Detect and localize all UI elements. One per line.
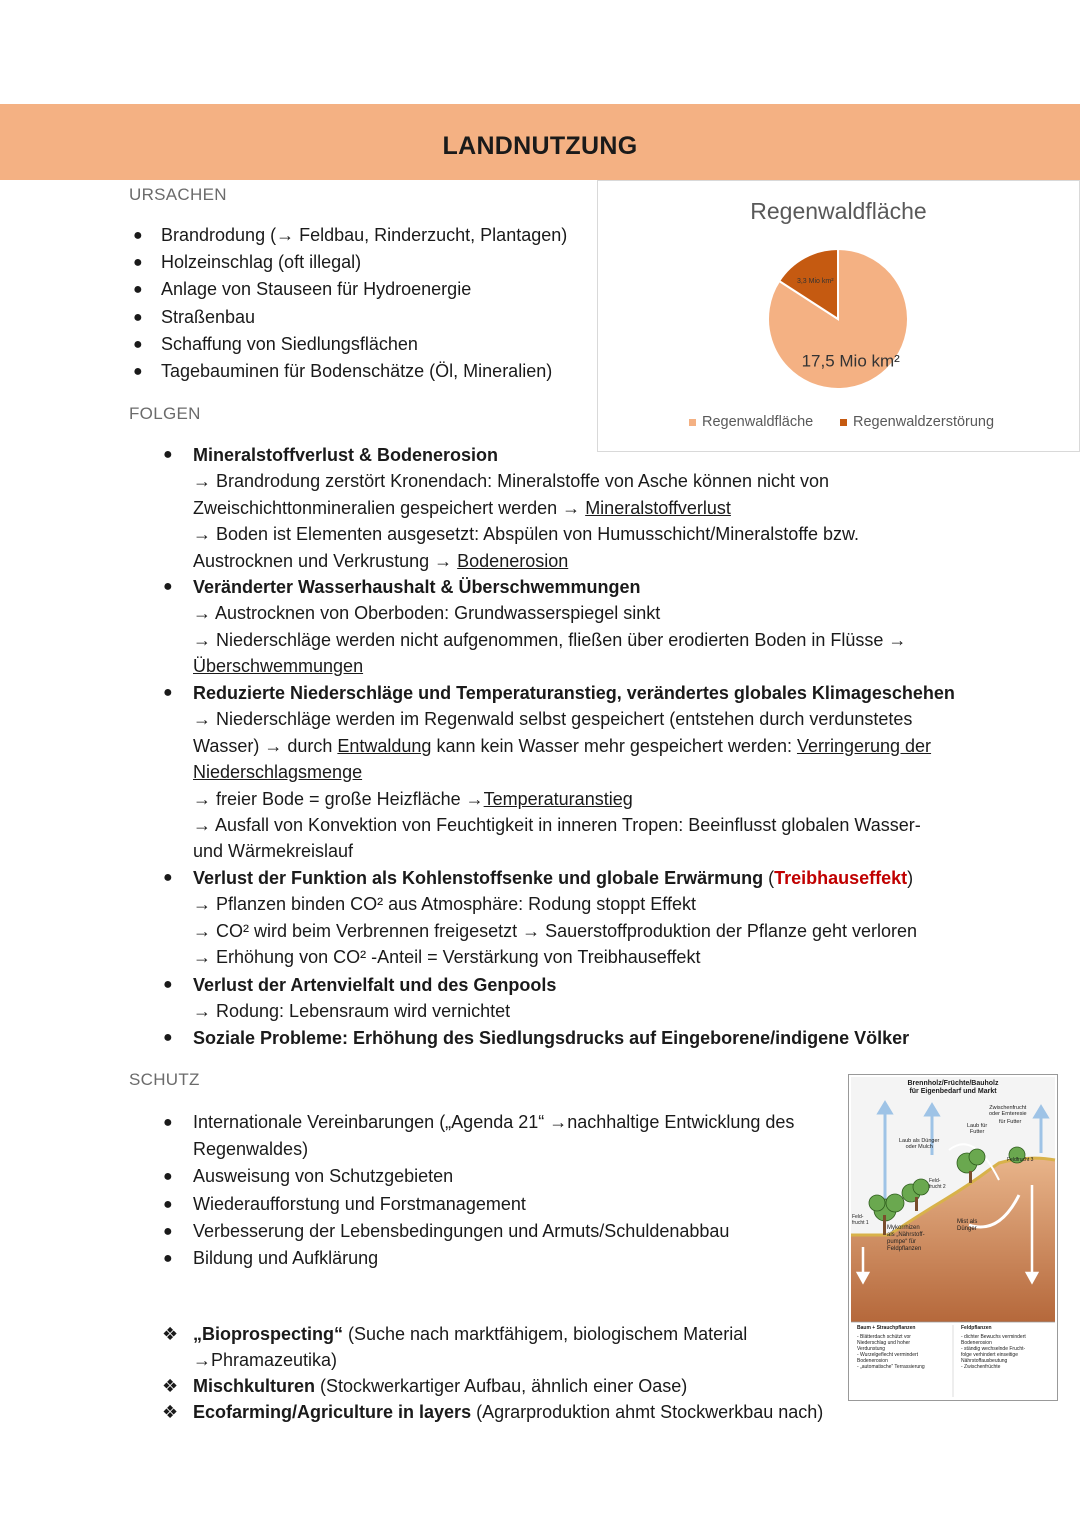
diagram-label-laub-futter: Laub für Futter (967, 1123, 988, 1135)
list-item: ● Brandrodung (→ Feldbau, Rinderzucht, Plantagen) (161, 222, 567, 249)
folgen-item-kohlenstoffsenke: ● Verlust der Funktion als Kohlenstoffsenke und globale Erwärmung (Treibhauseffekt) → Pflanzen binden CO² aus Atmosphäre: Rodung stoppt Effekt → CO² wird beim Verbrennen freigesetzt → Sauerstoffproduktion der Pflanze geht verloren → Erhöhung von CO² -Anteil = Verstärkung von Treibhauseffekt (193, 865, 993, 971)
pie-chart-svg (598, 181, 1079, 451)
pie-data-label-1: 3,3 Mio km² (796, 277, 834, 285)
folgen-item-artenvielfalt: ● Verlust der Artenvielfalt und des Genpools → Rodung: Lebensraum wird vernichtet (193, 972, 973, 1025)
diagram-title: Brennholz/Früchte/Bauholz für Eigenbedarf und Markt (907, 1080, 999, 1095)
diagram-label-zwischenfrucht: Zwischenfrucht oder Ernteresie (989, 1105, 1027, 1117)
bullet-icon: ● (133, 335, 143, 353)
list-item: ● Bildung und Aufklärung (193, 1245, 813, 1272)
section-label-folgen: FOLGEN (129, 404, 201, 423)
diagram-label-feldfrucht-3: Feldfrucht 3 (1007, 1157, 1034, 1163)
bullet-icon: ● (163, 1168, 173, 1186)
section-label-ursachen: URSACHEN (129, 185, 227, 204)
bullet-icon: ● (133, 227, 143, 244)
bullet-icon: ● (133, 308, 143, 326)
section-label-schutz: SCHUTZ (129, 1070, 200, 1089)
diagram-col-baum: Baum + Strauchpflanzen - Blätterdach schützt vor Niederschlag und hoher Verdunstung - Wurzelgeflecht vermindert Bodenerosion - „automatische“ Terrassierung (857, 1325, 925, 1370)
diagram-col-feld: Feldpflanzen - dichter Bewuchs vermindert Bodenerosion - ständig wechselnde Frucht- folge verhindert einseitige Nährstoffausbeutung - Zwischenfrüchte (961, 1325, 1026, 1370)
list-item: ● Straßenbau (161, 304, 567, 331)
diagram-label-mist: Mist als Dünger (957, 1219, 978, 1232)
bullet-icon: ● (163, 1114, 173, 1131)
bullet-icon: ● (163, 976, 173, 993)
bullet-icon: ● (133, 254, 143, 272)
bullet-icon: ● (133, 363, 143, 381)
legend-item-regenwaldflaeche: Regenwaldfläche (689, 414, 813, 430)
chart-title: Regenwaldfläche (750, 198, 927, 224)
diamond-bullet-icon: ❖ (162, 1324, 179, 1344)
bullet-icon: ● (163, 684, 173, 701)
list-item: ● Ausweisung von Schutzgebieten (193, 1163, 813, 1190)
diamond-bullet-icon: ❖ (162, 1376, 179, 1396)
list-item: ● Verbesserung der Lebensbedingungen und Armuts/Schuldenabbau (193, 1218, 813, 1245)
bullet-icon: ● (163, 869, 173, 886)
extra-item-mischkulturen: ❖ Mischkulturen (Stockwerkartiger Aufbau, ähnlich einer Oase) (193, 1373, 833, 1399)
diagram-label-mykorrhizen: Mykorrhizen als „Nährstoff- pumpe“ für Feldpflanzen (887, 1225, 925, 1252)
list-item: ● Internationale Vereinbarungen („Agenda 21“ →nachhaltige Entwicklung des Regenwaldes) (193, 1109, 813, 1163)
list-item: ● Wiederaufforstung und Forstmanagement (193, 1191, 813, 1218)
diagram-label-feldfrucht-1: Feld- frucht 1 (852, 1214, 869, 1226)
legend-swatch (840, 419, 847, 426)
diagram-label-fuer-futter: für Futter (999, 1119, 1022, 1125)
page-title: LANDNUTZUNG (442, 132, 638, 160)
pie-chart (597, 180, 1080, 452)
folgen-item-soziale-probleme: ● Soziale Probleme: Erhöhung des Siedlungsdrucks auf Eingeborene/indigene Völker (193, 1025, 993, 1051)
bullet-icon: ● (163, 446, 173, 463)
schutz-list (163, 1109, 813, 1272)
diagram-label-feldfrucht-2: Feld- frucht 2 (929, 1178, 946, 1190)
bullet-icon: ● (163, 578, 173, 595)
list-item: ● Tagebauminen für Bodenschätze (Öl, Mineralien) (161, 358, 567, 385)
folgen-item-wasserhaushalt: ● Veränderter Wasserhaushalt & Überschwemmungen → Austrocknen von Oberboden: Grundwasserspiegel sinkt → Niederschläge werden nicht aufgenommen, fließen über erodierten Boden in Flüsse → Überschwemmungen (193, 574, 973, 680)
pie-data-label-0: 17,5 Mio km² (801, 351, 900, 371)
folgen-item-mineralstoffverlust: ● Mineralstoffverlust & Bodenerosion → Brandrodung zerstört Kronendach: Mineralstoffe von Asche können nicht von Zweischichttonmineralien gespeichert werden → Mineralstoffverlust → Boden ist Elementen ausgesetzt: Abspülen von Humusschicht/Mineralstoffe bzw. Austrocknen und Verkrustung → Bodenerosion (193, 442, 973, 574)
bullet-icon: ● (163, 1250, 173, 1268)
bullet-icon: ● (163, 1195, 173, 1213)
diamond-bullet-icon: ❖ (162, 1402, 179, 1422)
bullet-icon: ● (133, 281, 143, 299)
list-item: ● Schaffung von Siedlungsflächen (161, 331, 567, 358)
bullet-icon: ● (163, 1222, 173, 1240)
list-item: ● Holzeinschlag (oft illegal) (161, 249, 567, 276)
extra-item-ecofarming: ❖ Ecofarming/Agriculture in layers (Agrarproduktion ahmt Stockwerkbau nach) (193, 1399, 833, 1425)
legend-item-regenwaldzerstoerung: Regenwaldzerstörung (840, 414, 994, 430)
bullet-icon: ● (163, 1029, 173, 1046)
title-banner (0, 104, 1080, 180)
ursachen-list (133, 222, 568, 385)
extra-item-bioprospecting: ❖ „Bioprospecting“ (Suche nach marktfähigem, biologischem Material →Phramazeutika) (193, 1321, 823, 1374)
diagram-label-laub-duenger: Laub als Dünger oder Mulch (899, 1138, 940, 1150)
list-item: ● Anlage von Stauseen für Hydroenergie (161, 276, 567, 303)
legend-swatch (689, 419, 696, 426)
agroforestry-diagram (848, 1074, 1058, 1401)
folgen-item-niederschlaege: ● Reduzierte Niederschläge und Temperaturanstieg, verändertes globales Klimageschehen → Niederschläge werden im Regenwald selbst gespeichert (entstehen durch verdunstetes Wasser) → durch Entwaldung kann kein Wasser mehr gespeichert werden: Verringerung der Niederschlagsmenge → freier Bode = große Heizfläche →Temperaturanstieg → Ausfall von Konvektion von Feuchtigkeit in inneren Tropen: Beeinflusst globalen Wasser- und Wärmekreislauf (193, 680, 993, 865)
